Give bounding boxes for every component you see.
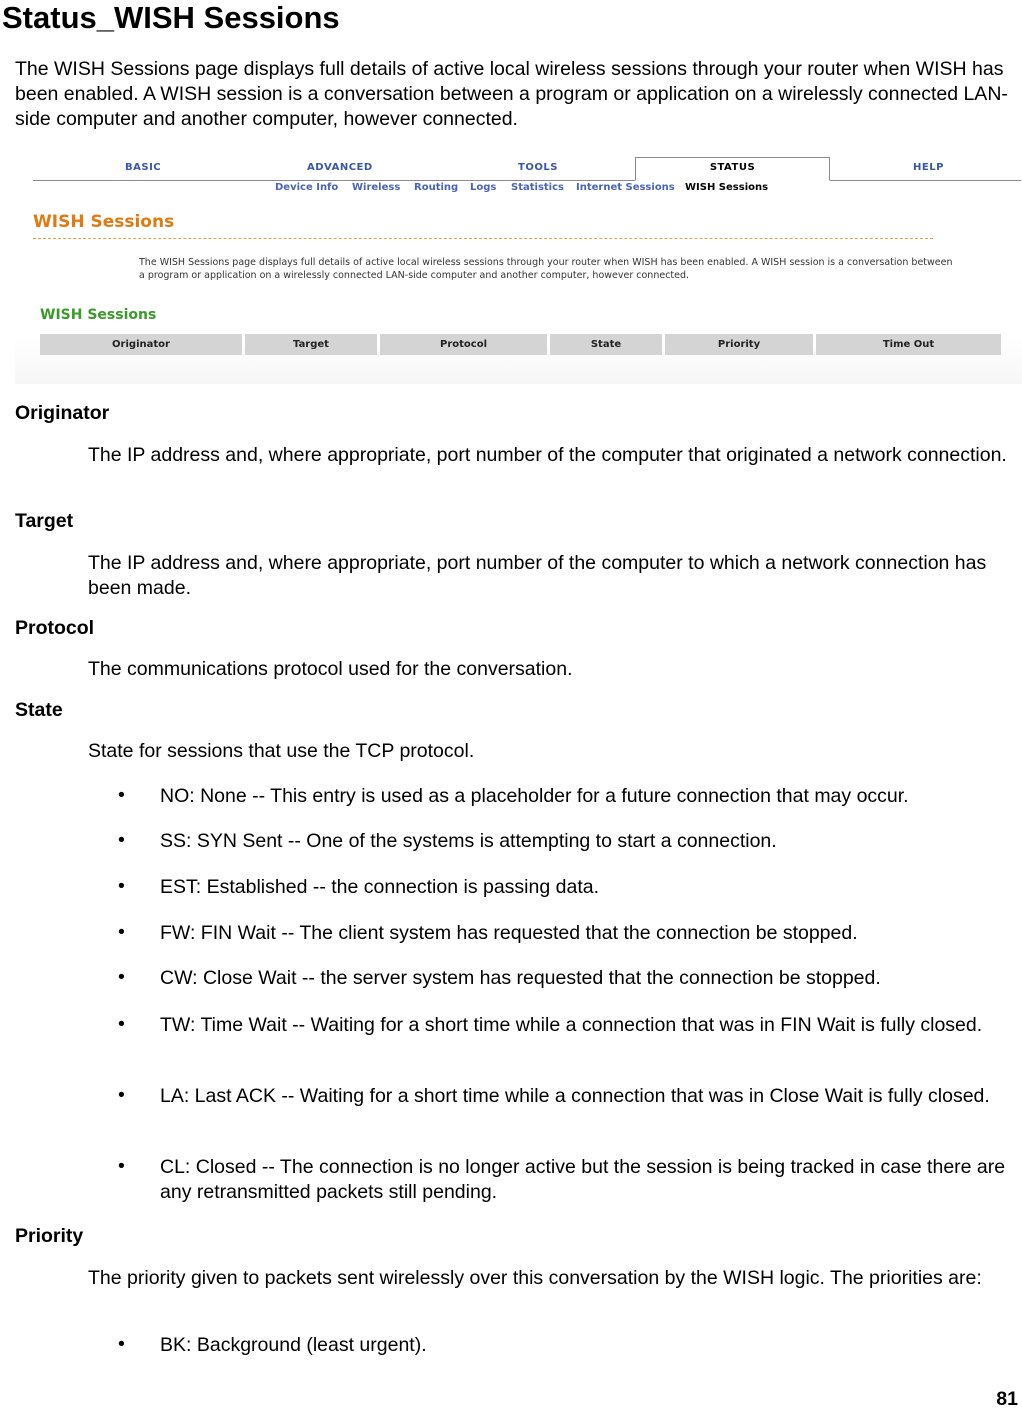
term-originator: Originator — [15, 402, 110, 424]
column-target: Target — [245, 334, 377, 355]
screenshot-heading: WISH Sessions — [33, 212, 175, 232]
priority-item-bk: BK: Background (least urgent). — [160, 1334, 427, 1356]
subnav-routing[interactable]: Routing — [414, 182, 459, 193]
column-state: State — [550, 334, 662, 355]
state-item-fw: FW: FIN Wait -- The client system has requested that the connection be stopped. — [160, 922, 858, 944]
bullet-marker: • — [118, 1333, 125, 1355]
intro-paragraph: The WISH Sessions page displays full details of active local wireless sessions through your router when WISH has been enabled. A WISH session is a conversation between a program or application on a wirelessly connected LAN-side computer and another computer, however connected. — [15, 58, 1008, 130]
bullet-marker: • — [118, 1084, 125, 1106]
subnav-statistics[interactable]: Statistics — [511, 182, 564, 193]
term-target: Target — [15, 510, 74, 532]
page-title: Status_WISH Sessions — [2, 0, 340, 35]
definition-state: State for sessions that use the TCP protocol. — [88, 740, 475, 762]
column-time-out: Time Out — [816, 334, 1001, 355]
state-item-no: NO: None -- This entry is used as a placeholder for a future connection that may occur. — [160, 785, 909, 807]
tab-advanced[interactable]: ADVANCED — [307, 162, 373, 173]
subnav-internet-sessions[interactable]: Internet Sessions — [576, 182, 675, 193]
main-tab-bar — [33, 158, 1021, 181]
tab-basic[interactable]: BASIC — [125, 162, 162, 173]
heading-divider — [33, 238, 933, 239]
tab-status[interactable]: STATUS — [635, 157, 830, 181]
page-number: 81 — [996, 1388, 1018, 1410]
state-item-cl: CL: Closed -- The connection is no longer active but the session is being tracked in case there are any retransmitted packets still pending. — [160, 1156, 1006, 1203]
column-protocol: Protocol — [380, 334, 547, 355]
subnav-wireless[interactable]: Wireless — [352, 182, 401, 193]
state-item-est: EST: Established -- the connection is passing data. — [160, 876, 599, 898]
bullet-marker: • — [118, 875, 125, 897]
column-priority: Priority — [665, 334, 813, 355]
bullet-marker: • — [118, 966, 125, 988]
subnav-wish-sessions[interactable]: WISH Sessions — [685, 182, 769, 193]
definition-target: The IP address and, where appropriate, port number of the computer to which a network connection has been made. — [88, 552, 987, 599]
definition-protocol: The communications protocol used for the conversation. — [88, 658, 573, 680]
term-protocol: Protocol — [15, 617, 95, 639]
state-item-cw: CW: Close Wait -- the server system has requested that the connection be stopped. — [160, 967, 881, 989]
term-priority: Priority — [15, 1225, 84, 1247]
tab-help[interactable]: HELP — [913, 162, 944, 173]
bullet-marker: • — [118, 1155, 125, 1177]
bullet-marker: • — [118, 921, 125, 943]
definition-priority: The priority given to packets sent wirelessly over this conversation by the WISH logic. The priorities are: — [88, 1267, 982, 1289]
subnav-logs[interactable]: Logs — [470, 182, 497, 193]
table-heading: WISH Sessions — [40, 307, 157, 323]
wish-sessions-screenshot — [15, 152, 1022, 384]
term-state: State — [15, 699, 63, 721]
bullet-marker: • — [118, 829, 125, 851]
tab-tools[interactable]: TOOLS — [518, 162, 558, 173]
state-item-ss: SS: SYN Sent -- One of the systems is attempting to start a connection. — [160, 830, 777, 852]
definition-originator: The IP address and, where appropriate, port number of the computer that originated a network connection. — [88, 444, 1007, 466]
state-item-la: LA: Last ACK -- Waiting for a short time while a connection that was in Close Wait is fully closed. — [160, 1085, 990, 1107]
bullet-marker: • — [118, 1013, 125, 1035]
subnav-device-info[interactable]: Device Info — [275, 182, 339, 193]
bullet-marker: • — [118, 784, 125, 806]
state-item-tw: TW: Time Wait -- Waiting for a short time while a connection that was in FIN Wait is fully closed. — [160, 1014, 983, 1036]
column-originator: Originator — [40, 334, 242, 355]
screenshot-description: The WISH Sessions page displays full details of active local wireless sessions through your router when WISH has been enabled. A WISH session is a conversation between a program or application on a wirelessly connected LAN-side computer and another computer, however connected. — [139, 257, 953, 281]
